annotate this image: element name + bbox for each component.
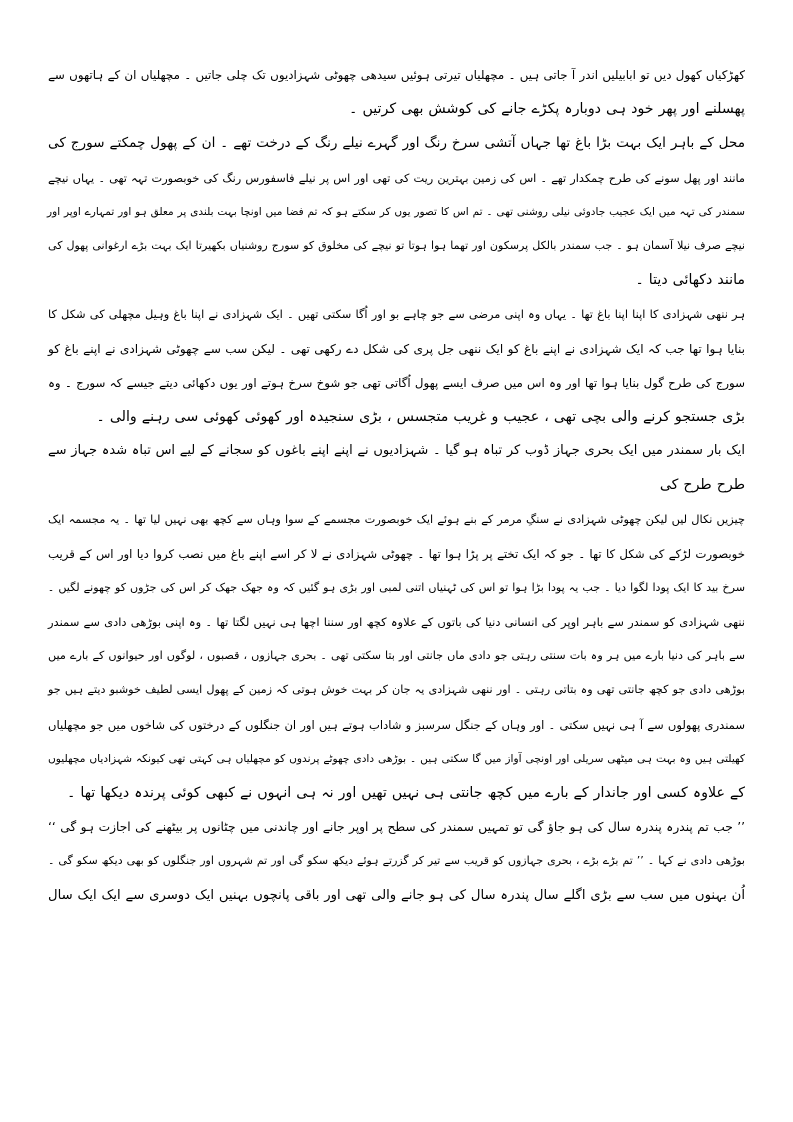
paragraph-3 (48, 297, 745, 434)
text-line: ننھی شہزادی کو سمندر سے باہر اوپر کی انسانی دنیا کی باتوں کے علاوہ کچھ اور سننا اچھا ہی نہیں لگتا تھا ۔ وہ اپنی بوڑھی دادی سے سمندر (48, 615, 745, 629)
text-line: کھیلتی ہیں وہ بہت ہی میٹھی سریلی اور اونچی آواز میں گا سکتی ہیں ۔ بوڑھی دادی چھوٹے پرندوں کو مچھلیاں ہی کہتی تھی کیونکہ شہزادیاں مچھلیوں (48, 751, 745, 765)
text-line: سے باہر کی دنیا بارے میں ہر وہ بات سنتی رہتی جو دادی ماں جانتی اور بتا سکتی تھی ۔ بحری جہازوں ، قصبوں ، لوگوں اور حیوانوں کے بارے میں (48, 649, 745, 663)
text-line: طرح طرح کی (659, 477, 745, 494)
document-page (48, 58, 745, 913)
paragraph-4 (48, 434, 745, 502)
paragraph-2 (48, 126, 745, 297)
text-line: بوڑھی دادی جو کچھ جانتی تھی وہ بتاتی رہتی ۔ اور ننھی شہزادی یہ جان کر بہت خوش ہوتی کہ زمین کے پھول ایسی لطیف خوشبو دیتے ہیں جو (48, 683, 745, 697)
text-line: سرخ بید کا ایک پودا لگوا دیا ۔ جب یہ پودا بڑا ہوا تو اس کی ٹہنیاں اتنی لمبی اور بڑی ہو گئیں کہ وہ جھک جھک کر اس کی جڑوں کو چھونے لگیں ۔ (47, 580, 745, 594)
text-line: بوڑھی دادی نے کہا ۔ ’’ تم بڑے بڑے ، بحری جہازوں کو قریب سے تیر کر گزرتے ہوئے دیکھ سکو گی اور تم شہروں اور جنگلوں کو بھی دیکھ سکو گی ۔ (48, 854, 745, 868)
text-line: خوبصورت لڑکے کی شکل کا تھا ۔ جو کہ ایک تختے پر پڑا ہوا تھا ۔ چھوٹی شہزادی نے لا کر اسے اپنے باغ میں نصب کروا دیا اور اس کے قریب (48, 546, 745, 561)
text-line: سمندر کی تہہ میں ایک عجیب جادوئی نیلی روشنی تھی ۔ تم اس کا تصور یوں کر سکتے ہو کہ تم فضا میں اونچا بہت بلندی پر معلق ہو اور تمہارے اوپر اور (47, 205, 745, 218)
text-line: ایک بار سمندر میں ایک بحری جہاز ڈوب کر تباہ ہو گیا ۔ شہزادیوں نے اپنے اپنے باغوں کو سجانے کے لیے اس تباہ شدہ جہاز سے (48, 443, 745, 459)
text-line: کھڑکیاں کھول دیں تو ابابیلیں اندر آ جاتی ہیں ۔ مچھلیاں تیرتی ہوئیں سیدھی چھوٹی شہزادیوں تک چلی جاتیں ۔ مچھلیاں ان کے ہاتھوں سے (48, 68, 745, 82)
text-line: سمندری پھولوں سے آ ہی نہیں سکتی ۔ اور وہاں کے جنگل سرسبز و شاداب ہوتے ہیں اور ان جنگلوں کے درختوں کی شاخوں میں جو مچھلیاں (48, 717, 745, 732)
text-line: مانند اور پھل سونے کی طرح چمکدار تھے ۔ اس کی زمین بہترین ریت کی تھی اور اس پر نیلے فاسفورس رنگ کی خوبصورت تہہ تھی ۔ یہاں نیچے (48, 170, 745, 185)
text-line: سورج کی طرح گول بنایا ہوا تھا اور وہ اس میں صرف ایسے پھول اُگاتی تھی جو شوخ سرخ ہوتے اور یوں دکھائی دیتے جیسے کہ سورج ۔ وہ (48, 375, 745, 390)
paragraph-5 (48, 502, 745, 605)
text-line: محل کے باہر ایک بہت بڑا باغ تھا جہاں آتشی سرخ رنگ اور گہرے نیلے رنگ کے درخت تھے ۔ ان کے پھول چمکتے سورج کی (48, 135, 745, 152)
text-line: ’’ جب تم پندرہ پندرہ سال کی ہو جاؤ گی تو تمہیں سمندر کی سطح پر اوپر جانے اور چاندنی میں چٹانوں پر بیٹھنے کی اجازت ہو گی ‘‘ (48, 820, 745, 835)
text-line: مانند دکھائی دیتا ۔ (635, 272, 745, 289)
paragraph-6 (48, 605, 745, 810)
paragraph-7 (48, 810, 745, 913)
text-line: بڑی جستجو کرنے والی بچی تھی ، عجیب و غریب متجسس ، بڑی سنجیدہ اور کھوئی کھوئی سی رہنے والی ۔ (96, 408, 745, 425)
text-line: بنایا ہوا تھا جب کہ ایک شہزادی نے اپنے باغ کو ایک ننھی جل پری کی شکل دے رکھی تھی ۔ لیکن سب سے چھوٹی شہزادی نے اپنے باغ کو (48, 341, 745, 356)
text-line: پھسلنے اور پھر خود ہی دوبارہ پکڑے جانے کی کوشش بھی کرتیں ۔ (349, 101, 745, 118)
paragraph-1 (48, 58, 745, 126)
text-line: چیزیں نکال لیں لیکن چھوٹی شہزادی نے سنگِ مرمر کے بنے ہوئے ایک خوبصورت مجسمے کے سوا وہاں سے کچھ بھی نہیں لیا تھا ۔ یہ مجسمہ ایک (48, 512, 745, 527)
text-line: ہر ننھی شہزادی کا اپنا اپنا باغ تھا ۔ یہاں وہ اپنی مرضی سے جو چاہے بو اور اُگا سکتی تھیں ۔ ایک شہزادی نے اپنا باغ وہیل مچھلی کی شکل کا (48, 307, 745, 322)
text-line: اُن بہنوں میں سب سے بڑی اگلے سال پندرہ سال کی ہو جانے والی تھی اور باقی پانچوں بہنیں ایک دوسری سے ایک ایک سال (48, 887, 745, 903)
text-line: نیچے صرف نیلا آسمان ہو ۔ جب سمندر بالکل پرسکون اور تھما ہوا ہوتا تو نیچے کی مخلوق کو سورج روشنیاں بکھیرتا ایک بہت بڑے ارغوانی پھول کی (48, 238, 745, 252)
text-line: کے علاوہ کسی اور جاندار کے بارے میں کچھ جانتی ہی نہیں تھیں اور نہ ہی انہوں نے کبھی کوئی پرندہ دیکھا تھا ۔ (67, 784, 745, 801)
